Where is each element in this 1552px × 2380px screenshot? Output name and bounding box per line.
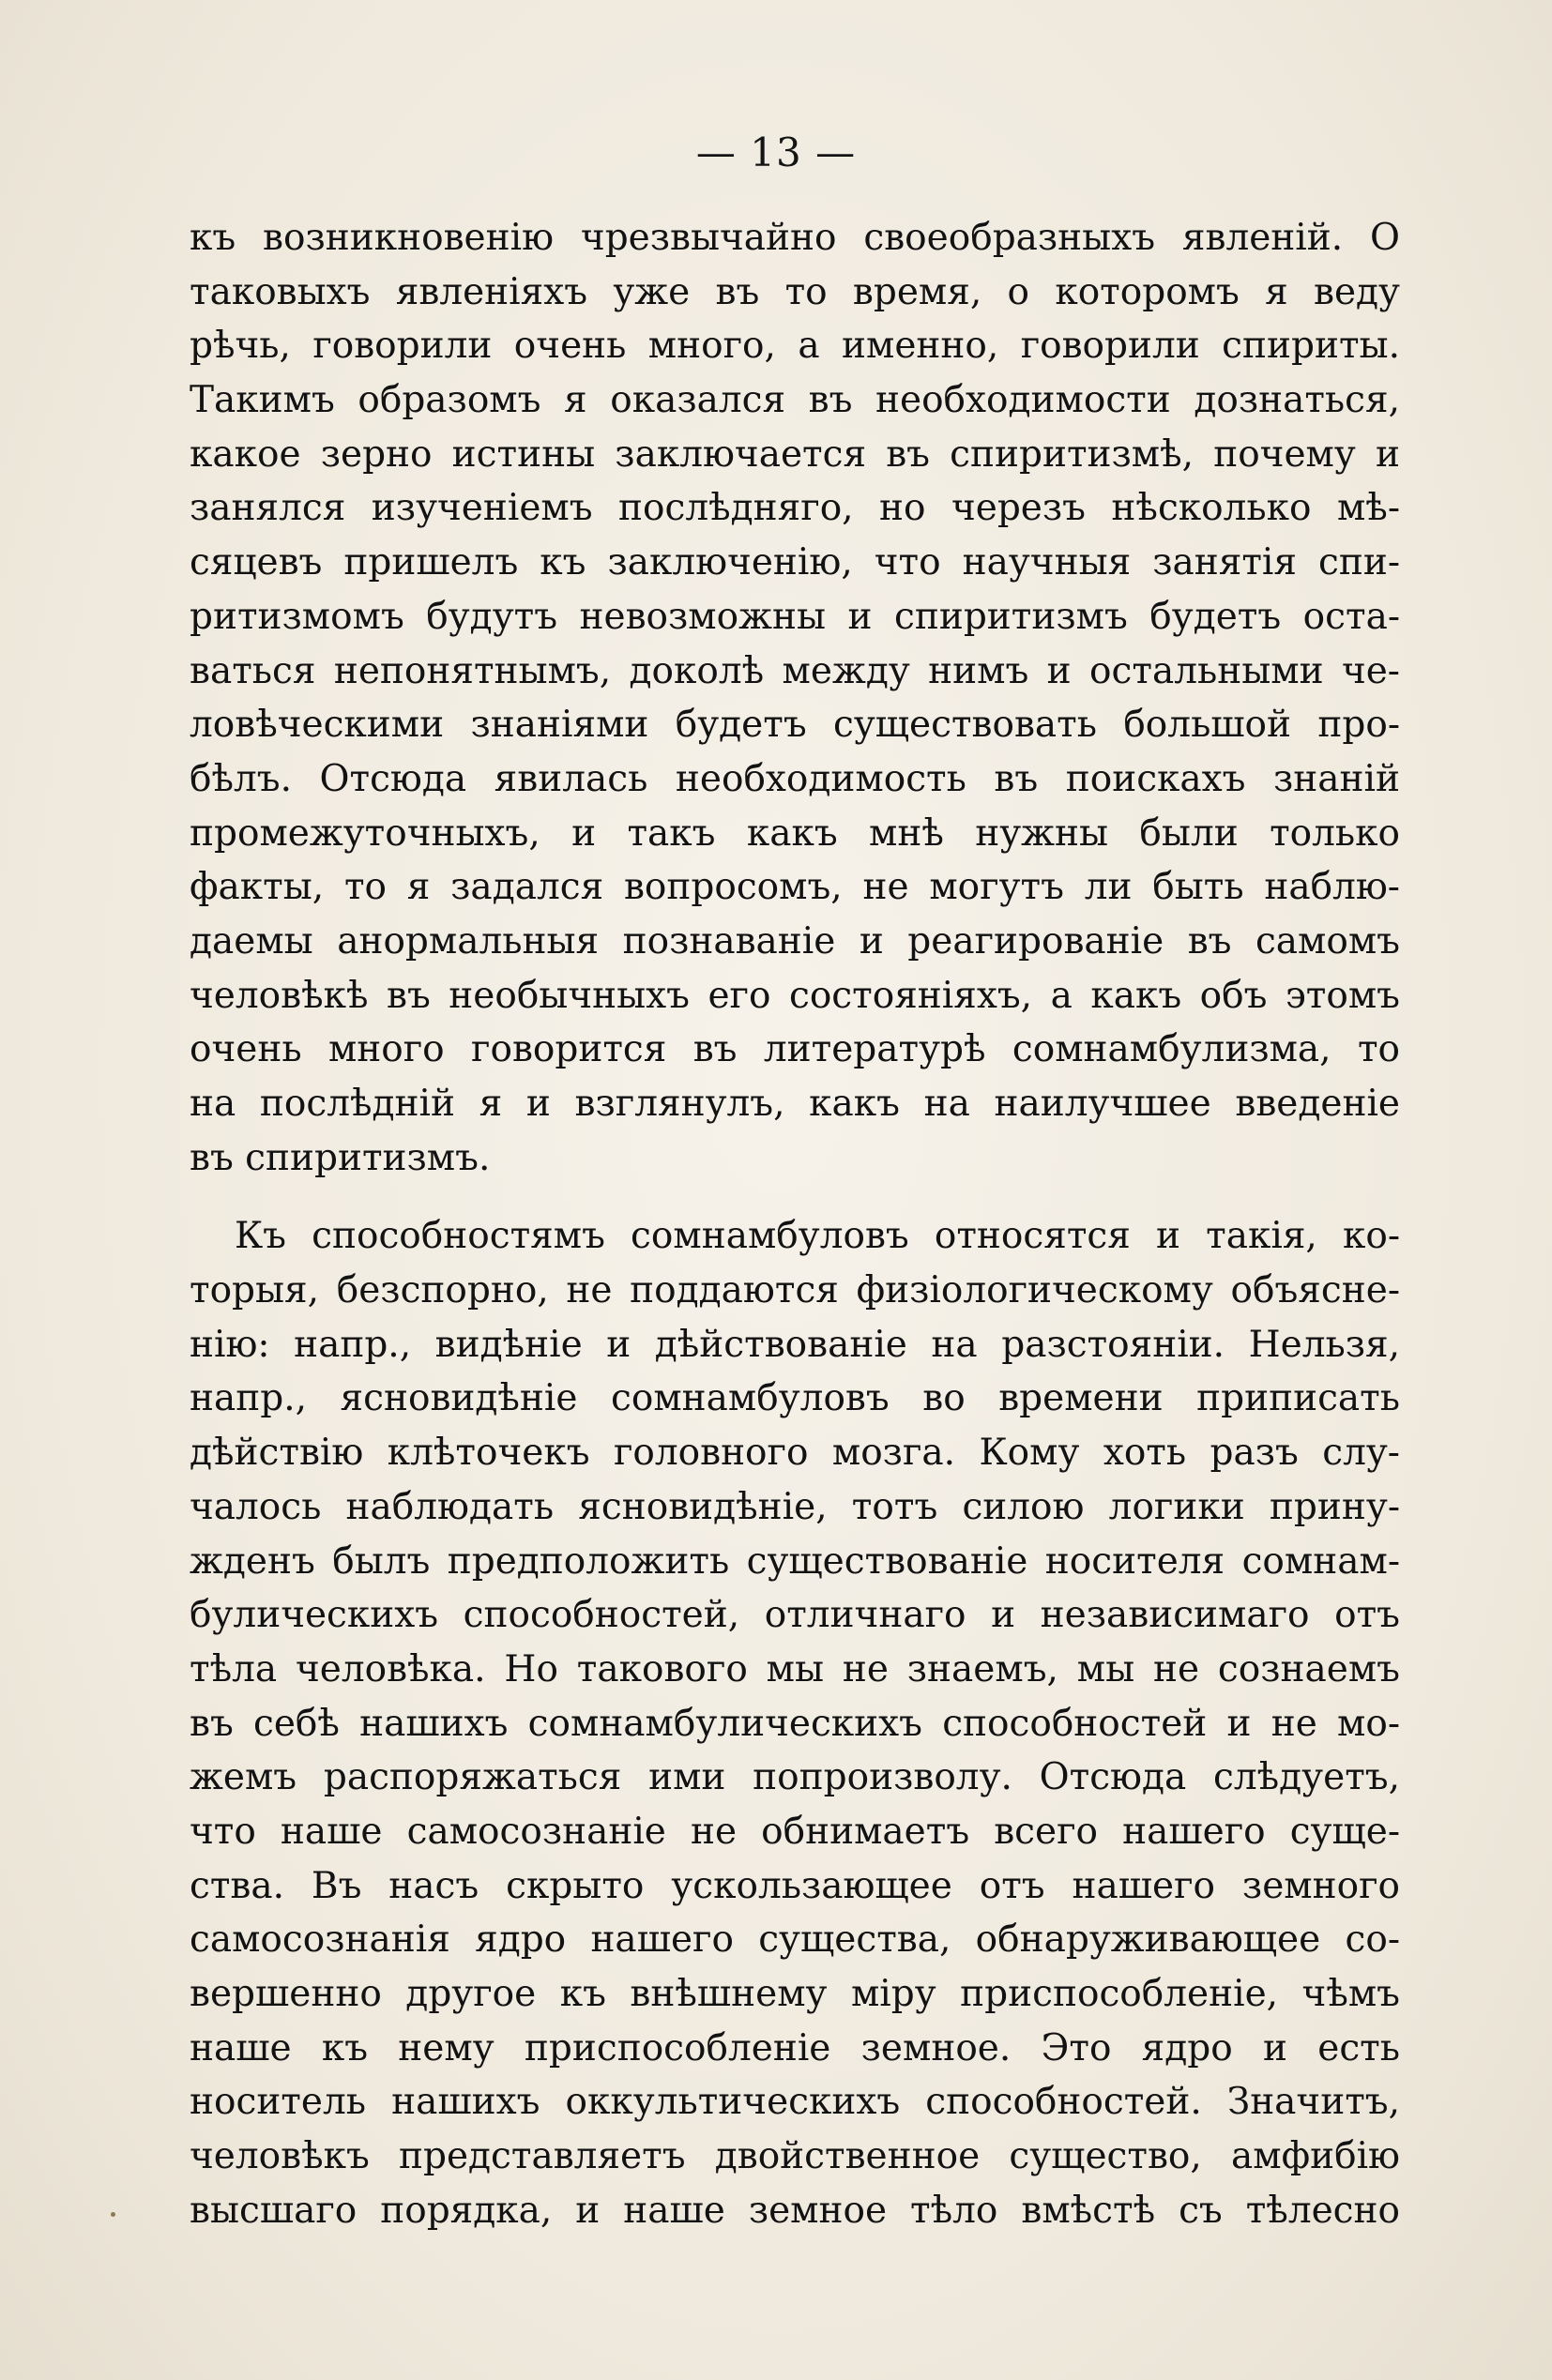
- paper-speck: [111, 2212, 115, 2217]
- text-line: очень много говорится въ литературѣ сомнамбулизма, то: [190, 1028, 1400, 1071]
- text-line: ства. Въ насъ скрыто ускользающее отъ нашего земного: [190, 1864, 1400, 1907]
- text-line: дѣйствію клѣточекъ головного мозга. Кому хоть разъ слу-: [190, 1432, 1400, 1475]
- text-line: въ спиритизмъ.: [190, 1136, 491, 1179]
- text-line: человѣкѣ въ необычныхъ его состояніяхъ, а какъ объ этомъ: [190, 974, 1400, 1017]
- text-line: вершенно другое къ внѣшнему міру приспособленіе, чѣмъ: [190, 1973, 1400, 2015]
- text-line: бѣлъ. Отсюда явилась необходимость въ поискахъ знаній: [190, 757, 1400, 800]
- text-line: тѣла человѣка. Но такового мы не знаемъ, мы не сознаемъ: [190, 1647, 1400, 1690]
- text-line: ловѣческими знаніями будетъ существовать большой про-: [190, 704, 1400, 747]
- page-number: — 13 —: [695, 129, 857, 175]
- paragraph: [190, 211, 1400, 1185]
- text-line: рѣчь, говорили очень много, а именно, говорили спириты.: [190, 325, 1400, 368]
- text-line: таковыхъ явленіяхъ уже въ то время, о которомъ я веду: [190, 270, 1400, 313]
- text-line: самосознанія ядро нашего существа, обнаруживающее со-: [190, 1918, 1400, 1962]
- text-line: Такимъ образомъ я оказался въ необходимости дознаться,: [190, 379, 1400, 422]
- text-line: какое зерно истины заключается въ спиритизмѣ, почему и: [190, 432, 1400, 476]
- text-line: жденъ былъ предположить существованіе носителя сомнам-: [190, 1539, 1400, 1583]
- text-line: ритизмомъ будутъ невозможны и спиритизмъ будетъ оста-: [190, 595, 1400, 638]
- text-line: даемы анормальныя познаваніе и реагированіе въ самомъ: [190, 919, 1400, 963]
- text-line: человѣкъ представляетъ двойственное существо, амфибію: [190, 2135, 1400, 2178]
- text-line: въ себѣ нашихъ сомнамбулическихъ способностей и не мо-: [190, 1702, 1400, 1745]
- text-line: занялся изученіемъ послѣдняго, но черезъ нѣсколько мѣ-: [190, 487, 1400, 530]
- text-line: промежуточныхъ, и такъ какъ мнѣ нужны были только: [190, 811, 1400, 855]
- text-line: нію: напр., видѣніе и дѣйствованіе на разстояніи. Нельзя,: [190, 1323, 1400, 1366]
- text-line: высшаго порядка, и наше земное тѣло вмѣстѣ съ тѣлесно: [190, 2189, 1400, 2232]
- text-line: ваться непонятнымъ, доколѣ между нимъ и остальными че-: [190, 649, 1400, 692]
- text-line: напр., ясновидѣніе сомнамбуловъ во времени приписать: [190, 1377, 1400, 1420]
- paragraph: [190, 1209, 1400, 2237]
- text-line: къ возникновенію чрезвычайно своеобразныхъ явленій. О: [190, 217, 1400, 259]
- text-line: наше къ нему приспособленіе земное. Это ядро и есть: [190, 2026, 1400, 2069]
- text-line: чалось наблюдать ясновидѣніе, тотъ силою логики прину-: [190, 1485, 1400, 1528]
- text-line: Къ способностямъ сомнамбуловъ относятся и такія, ко-: [235, 1215, 1400, 1258]
- text-line: факты, то я задался вопросомъ, не могутъ ли быть наблю-: [190, 866, 1400, 909]
- text-line: носитель нашихъ оккультическихъ способностей. Значитъ,: [190, 2081, 1400, 2124]
- text-line: на послѣдній я и взглянулъ, какъ на наилучшее введеніе: [190, 1083, 1400, 1125]
- text-line: что наше самосознаніе не обнимаетъ всего нашего суще-: [190, 1810, 1400, 1853]
- body-text: [190, 211, 1400, 2237]
- text-line: жемъ распоряжаться ими попроизволу. Отсюда слѣдуетъ,: [190, 1756, 1400, 1799]
- text-line: торыя, безспорно, не поддаются физіологическому объясне-: [190, 1269, 1400, 1312]
- text-line: сяцевъ пришелъ къ заключенію, что научныя занятія спи-: [190, 541, 1400, 584]
- text-line: булическихъ способностей, отличнаго и независимаго отъ: [190, 1594, 1400, 1637]
